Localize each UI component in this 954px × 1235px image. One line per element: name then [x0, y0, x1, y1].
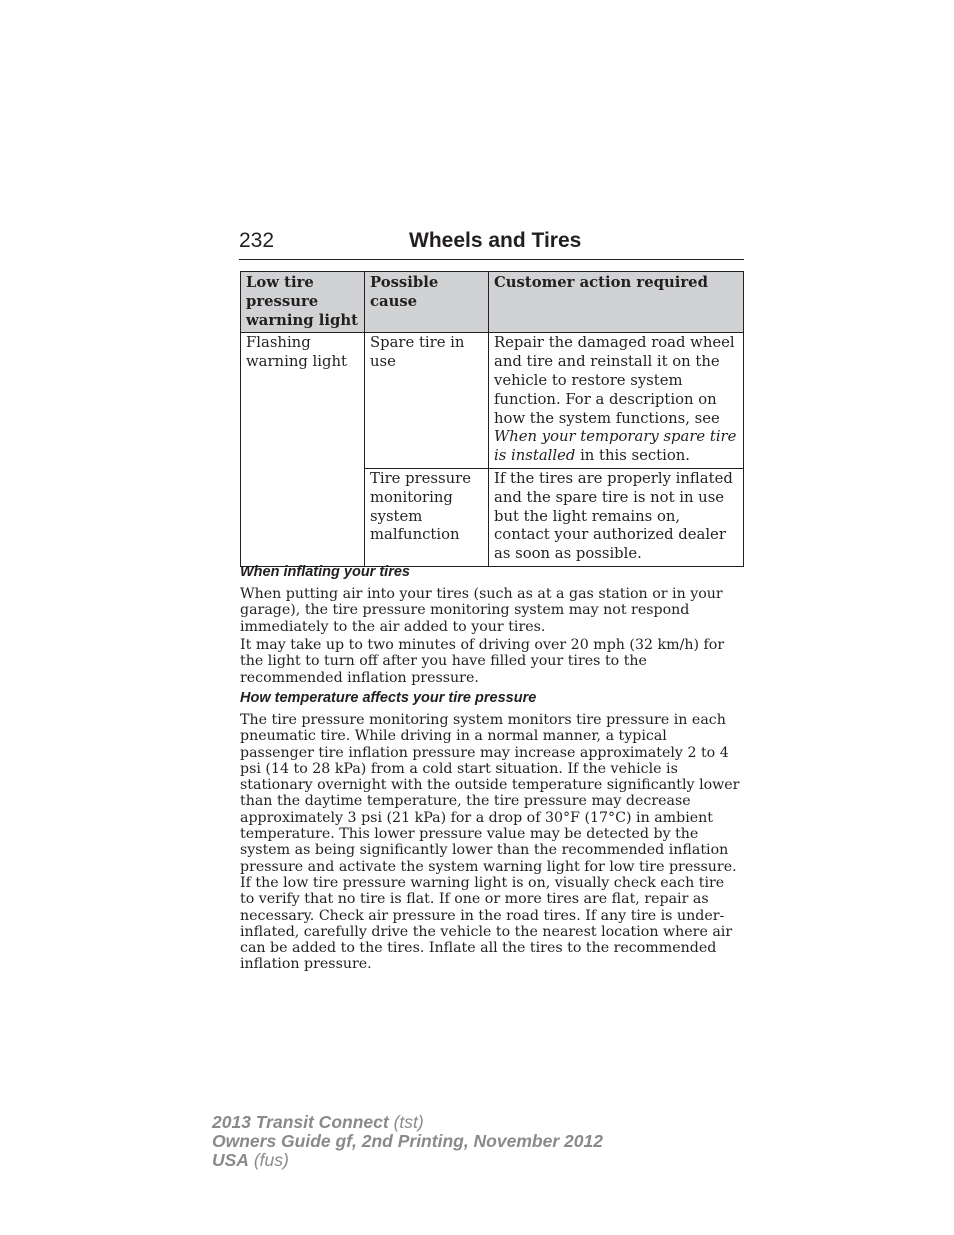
action-text: Repair the damaged road wheel and tire and reinstall it on the vehicle to restore system function. For a description on how the system functions, see: [494, 334, 735, 427]
section-title: Wheels and Tires: [409, 229, 582, 252]
footer-market: USA: [212, 1150, 249, 1170]
footer-edition: Owners Guide gf, 2nd Printing, November 2012: [212, 1131, 603, 1151]
table-header: Customer action required: [489, 272, 744, 333]
paragraph: The tire pressure monitoring system monitors tire pressure in each pneumatic tire. While driving in a normal manner, a typical passenger tire inflation pressure may increase approximately 2 to 4 psi (14 to 28 kPa) from a cold start situation. If the vehicle is stationary overnight with the outside temperature significantly lower than the daytime temperature, the tire pressure may decrease approximately 3 psi (21 kPa) for a drop of 30°F (17°C) in ambient temperature. This lower pressure value may be detected by the system as being significantly lower than the recommended inflation pressure and activate the system warning light for low tire pressure. If the low tire pressure warning light is on, visually check each tire to verify that no tire is flat. If one or more tires are flat, repair as necessary. Check air pressure in the road tires. If any tire is under-inflated, carefully drive the vehicle to the nearest location where air can be added to the tires. Inflate all the tires to the recommended inflation pressure.: [240, 712, 740, 973]
document-footer: [212, 1113, 603, 1170]
paragraph: When putting air into your tires (such as at a gas station or in your garage), the tire pressure monitoring system may not respond immediately to the air added to your tires.: [240, 586, 723, 635]
warning-light-table: [240, 271, 744, 567]
subheading: How temperature affects your tire pressure: [240, 690, 537, 706]
action-text: in this section.: [575, 447, 690, 465]
table-header: Possible cause: [365, 272, 489, 333]
table-row: [241, 333, 744, 469]
table-cell-cause: Spare tire in use: [365, 333, 489, 469]
table-header-row: [241, 272, 744, 333]
table-cell-action: [489, 333, 744, 469]
table-header: Low tire pressure warning light: [241, 272, 365, 333]
table-cell-indicator: Flashing warning light: [241, 333, 365, 567]
page-header: [239, 228, 744, 260]
table-cell-cause: Tire pressure monitoring system malfunction: [365, 468, 489, 566]
footer-code: (fus): [253, 1150, 289, 1170]
footer-model: 2013 Transit Connect: [212, 1112, 389, 1132]
subheading: When inflating your tires: [240, 564, 410, 580]
cross-reference: When your temporary spare tire is installed: [494, 428, 737, 465]
paragraph: It may take up to two minutes of driving over 20 mph (32 km/h) for the light to turn off after you have filled your tires to the recommended inflation pressure.: [240, 637, 725, 686]
page-number: 232: [239, 229, 275, 252]
table-cell-action: If the tires are properly inflated and the spare tire is not in use but the light remains on, contact your authorized dealer as soon as possible.: [489, 468, 744, 566]
footer-code: (tst): [393, 1112, 424, 1132]
